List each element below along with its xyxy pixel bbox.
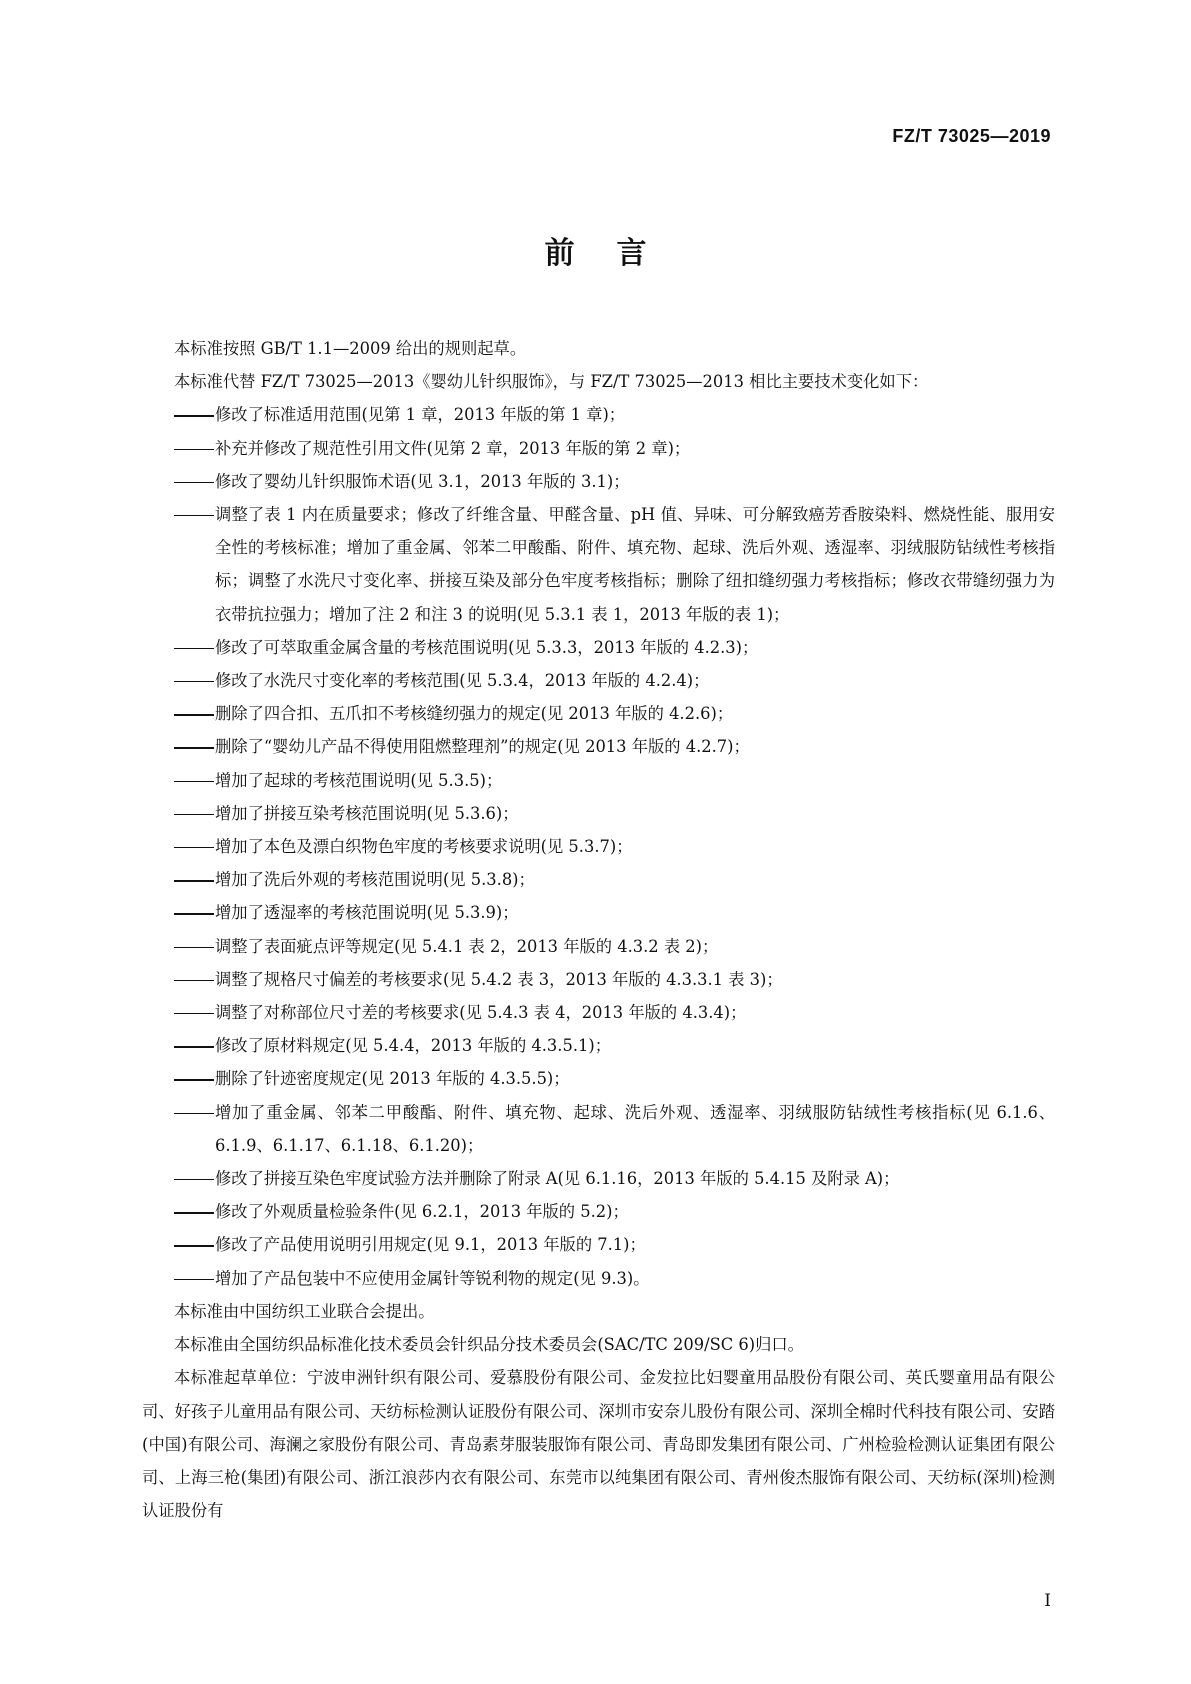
list-item xyxy=(142,764,1055,797)
standard-code: FZ/T 73025—2019 xyxy=(892,126,1051,146)
intro-paragraph: 本标准按照 GB/T 1.1—2009 给出的规则起草。 xyxy=(174,339,527,358)
list-item-text: 修改了拼接互染色牢度试验方法并删除了附录 A(见 6.1.16，2013 年版的 5.4.15 及附录 A)； xyxy=(215,1169,900,1189)
list-item xyxy=(142,697,1055,730)
list-item-text: 增加了本色及漂白织物色牢度的考核要求说明(见 5.3.7)； xyxy=(215,837,633,857)
list-item xyxy=(142,1262,1055,1295)
committee-paragraph: 本标准由全国纺织品标准化技术委员会针织品分技术委员会(SAC/TC 209/SC 6)归口。 xyxy=(174,1335,804,1355)
list-item xyxy=(142,498,1055,631)
page-title: 前言 xyxy=(544,236,689,271)
list-item-text: 调整了规格尺寸偏差的考核要求(见 5.4.2 表 3，2013 年版的 4.3.3.1 表 3)； xyxy=(215,969,783,989)
list-item-text: 增加了拼接互染考核范围说明(见 5.3.6)； xyxy=(215,803,519,823)
list-item-text: 增加了起球的考核范围说明(见 5.3.5)； xyxy=(215,770,503,790)
intro-paragraph: 本标准代替 FZ/T 73025—2013《婴幼儿针织服饰》，与 FZ/T 73025—2013 相比主要技术变化如下： xyxy=(174,372,929,392)
page-number: I xyxy=(1044,1591,1051,1611)
list-item-text: 调整了表 1 内在质量要求；修改了纤维含量、甲醛含量、pH 值、异味、可分解致癌芳香胺染料、燃烧性能、服用安全性的考核标准；增加了重金属、邻苯二甲酸酯、附件、填充物、起球、洗后外观、透湿率、羽绒服防钻绒性考核指标；调整了水洗尺寸变化率、拼接互染及部分色牢度考核指标；删除了纽扣缝纫强力考核指标；修改衣带缝纫强力为衣带抗拉强力；增加了注 2 和注 3 的说明(见 5.3.1 表 1，2013 年版的表 1)； xyxy=(215,505,1055,624)
list-item xyxy=(142,797,1055,830)
list-item xyxy=(142,863,1055,896)
list-item xyxy=(142,1029,1055,1062)
list-item xyxy=(142,996,1055,1029)
list-item-text: 修改了婴幼儿针织服饰术语(见 3.1，2013 年版的 3.1)； xyxy=(215,471,630,491)
list-item xyxy=(142,664,1055,697)
list-item-text: 删除了针迹密度规定(见 2013 年版的 4.3.5.5)； xyxy=(215,1069,570,1089)
list-item-text: 补充并修改了规范性引用文件(见第 2 章，2013 年版的第 2 章)； xyxy=(215,438,691,458)
list-item-text: 修改了产品使用说明引用规定(见 9.1，2013 年版的 7.1)； xyxy=(215,1235,646,1255)
list-item xyxy=(142,1162,1055,1195)
list-item xyxy=(142,730,1055,763)
list-item xyxy=(142,1228,1055,1261)
list-item-text: 增加了重金属、邻苯二甲酸酯、附件、填充物、起球、洗后外观、透湿率、羽绒服防钻绒性考核指标(见 6.1.6、6.1.9、6.1.17、6.1.18、6.1.20)； xyxy=(215,1102,1055,1155)
list-item xyxy=(142,930,1055,963)
changes-list xyxy=(142,398,1055,1294)
list-item-text: 删除了四合扣、五爪扣不考核缝纫强力的规定(见 2013 年版的 4.2.6)； xyxy=(215,704,734,724)
list-item-text: 调整了表面疵点评等规定(见 5.4.1 表 2，2013 年版的 4.3.2 表 2)； xyxy=(215,936,719,956)
drafting-units-paragraph: 本标准起草单位：宁波申洲针织有限公司、爱慕股份有限公司、金发拉比妇婴童用品股份有限公司、英氏婴童用品有限公司、好孩子儿童用品有限公司、天纺标检测认证股份有限公司、深圳市安奈儿股份有限公司、深圳全棉时代科技有限公司、安踏(中国)有限公司、海澜之家股份有限公司、青岛素芽服装服饰有限公司、青岛即发集团有限公司、广州检验检测认证集团有限公司、上海三枪(集团)有限公司、浙江浪莎内衣有限公司、东莞市以纯集团有限公司、青州俊杰服饰有限公司、天纺标(深圳)检测认证股份有 xyxy=(142,1368,1055,1521)
list-item xyxy=(142,432,1055,465)
list-item-text: 调整了对称部位尺寸差的考核要求(见 5.4.3 表 4，2013 年版的 4.3.4)； xyxy=(215,1003,747,1023)
list-item xyxy=(142,830,1055,863)
list-item xyxy=(142,963,1055,996)
list-item-text: 修改了水洗尺寸变化率的考核范围(见 5.3.4，2013 年版的 4.2.4)； xyxy=(215,671,710,691)
list-item xyxy=(142,1062,1055,1095)
list-item xyxy=(142,1195,1055,1228)
list-item xyxy=(142,465,1055,498)
list-item-text: 增加了洗后外观的考核范围说明(见 5.3.8)； xyxy=(215,870,535,890)
list-item xyxy=(142,896,1055,929)
list-item-text: 修改了外观质量检验条件(见 6.2.1，2013 年版的 5.2)； xyxy=(215,1202,629,1222)
list-item-text: 修改了原材料规定(见 5.4.4，2013 年版的 4.3.5.1)； xyxy=(215,1036,611,1056)
list-item xyxy=(142,1096,1055,1162)
list-item-text: 修改了标准适用范围(见第 1 章，2013 年版的第 1 章)； xyxy=(215,405,626,425)
list-item-text: 增加了透湿率的考核范围说明(见 5.3.9)； xyxy=(215,903,519,923)
list-item xyxy=(142,631,1055,664)
list-item-text: 删除了“婴幼儿产品不得使用阻燃整理剂”的规定(见 2013 年版的 4.2.7)； xyxy=(215,737,750,757)
list-item-text: 增加了产品包装中不应使用金属针等锐利物的规定(见 9.3)。 xyxy=(215,1268,650,1288)
document-body xyxy=(142,332,1055,1527)
list-item xyxy=(142,398,1055,431)
list-item-text: 修改了可萃取重金属含量的考核范围说明(见 5.3.3，2013 年版的 4.2.3)； xyxy=(215,637,759,657)
proposer-paragraph: 本标准由中国纺织工业联合会提出。 xyxy=(174,1301,435,1321)
